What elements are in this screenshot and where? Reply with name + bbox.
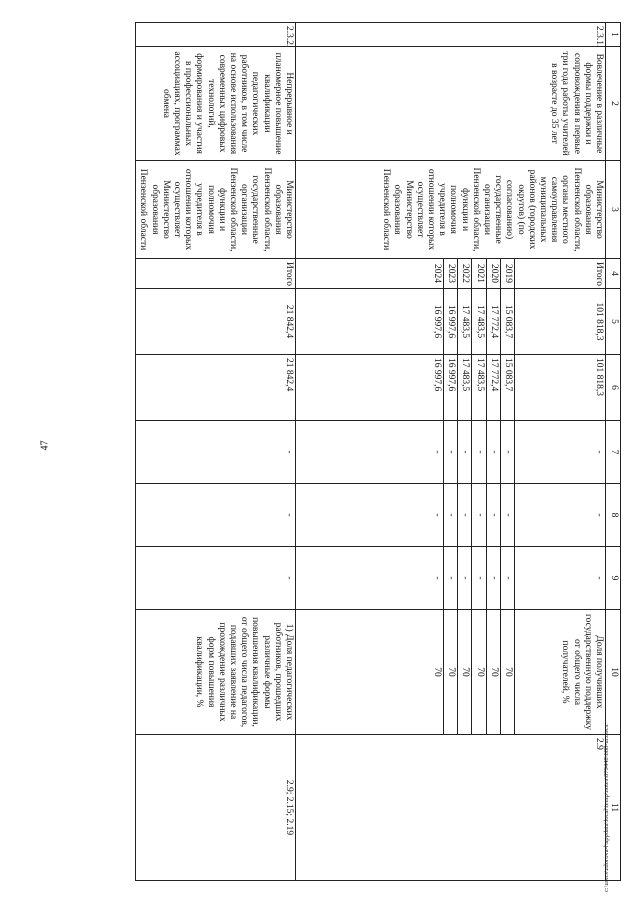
column-number: 11 xyxy=(606,735,621,881)
total-funding: 17 483,5 xyxy=(472,289,486,355)
column-number: 7 xyxy=(606,421,621,484)
reference-cell: 2.9 xyxy=(295,735,605,881)
col9-value: - xyxy=(458,547,472,610)
col9-value: - xyxy=(472,547,486,610)
col7-value: - xyxy=(136,421,296,484)
indicator-value: 70 xyxy=(500,610,514,735)
regional-funding: 16 997,6 xyxy=(295,355,443,421)
column-number: 2 xyxy=(606,47,621,161)
year-cell: 2019 xyxy=(500,259,514,289)
period-cell: Итого xyxy=(515,259,606,289)
col9-value: - xyxy=(443,547,457,610)
activity-name: Вовлечение в различные формы поддержки и сопровождения в первые три года работы учителей в возрасте до 35 лет xyxy=(295,47,605,161)
total-funding: 16 997,6 xyxy=(295,289,443,355)
col8-value: - xyxy=(515,484,606,547)
table-row xyxy=(136,23,296,881)
year-cell: 2022 xyxy=(458,259,472,289)
col8-value: - xyxy=(295,484,443,547)
period-cell: Итого xyxy=(136,259,296,289)
indicator-value: 70 xyxy=(458,610,472,735)
col9-value: - xyxy=(486,547,500,610)
regional-funding: 101 818,3 xyxy=(515,355,606,421)
regional-funding: 17 772,4 xyxy=(486,355,500,421)
column-number: 9 xyxy=(606,547,621,610)
indicator-value: 70 xyxy=(472,610,486,735)
regional-funding: 16 997,6 xyxy=(443,355,457,421)
col7-value: - xyxy=(500,421,514,484)
col8-value: - xyxy=(486,484,500,547)
col8-value: - xyxy=(443,484,457,547)
col9-value: - xyxy=(515,547,606,610)
col9-value: - xyxy=(295,547,443,610)
total-funding: 17 772,4 xyxy=(486,289,500,355)
activity-name: Непрерывное и планомерное повышение квалификации педагогических работников, в том числе на основе использования современных цифровых технологий, формирования и участия в профессиональных ассоциациях, программах обмена xyxy=(136,47,296,161)
total-funding: 16 997,6 xyxy=(443,289,457,355)
regional-funding: 15 083,7 xyxy=(500,355,514,421)
col9-value: - xyxy=(136,547,296,610)
col9-value: - xyxy=(500,547,514,610)
year-cell: 2020 xyxy=(486,259,500,289)
total-funding: 15 083,7 xyxy=(500,289,514,355)
row-number: 2.3.1. xyxy=(295,23,605,47)
indicator-value: 70 xyxy=(486,610,500,735)
column-number: 4 xyxy=(606,259,621,289)
program-activities-table xyxy=(135,22,621,881)
column-number: 6 xyxy=(606,355,621,421)
total-funding: 21 842,4 xyxy=(136,289,296,355)
regional-funding: 17 483,5 xyxy=(472,355,486,421)
page-number: 47 xyxy=(39,440,51,451)
program-table-container xyxy=(91,22,621,880)
year-cell: 2023 xyxy=(443,259,457,289)
indicator-name: 1) Доля педагогических работников, прошедших различные формы повышения квалификации, от общего числа педагогов, подавших заявление на прохождение различных форм повышения квалификации, % xyxy=(136,610,296,735)
column-number: 8 xyxy=(606,484,621,547)
regional-funding: 17 483,5 xyxy=(458,355,472,421)
regional-funding: 21 842,4 xyxy=(136,355,296,421)
column-number: 3 xyxy=(606,161,621,259)
year-cell: 2021 xyxy=(472,259,486,289)
executor-cell: Министерство образования Пензенской области, органы местного самоуправления муниципальных районов (городских округов) (по согласованию) государственные организации Пензенской области, функции и полномочия учредителя в отношении которых осуществляет Министерство образования Пензенской области xyxy=(295,161,605,259)
col7-value: - xyxy=(458,421,472,484)
col7-value: - xyxy=(486,421,500,484)
col8-value: - xyxy=(500,484,514,547)
column-number: 5 xyxy=(606,289,621,355)
total-funding: 17 483,5 xyxy=(458,289,472,355)
col7-value: - xyxy=(295,421,443,484)
footer-file-path: c:\users\zdorova-l\appdata\local\temp\notes\879448\688-ur.docx xyxy=(603,724,610,892)
total-funding: 101 818,3 xyxy=(515,289,606,355)
col7-value: - xyxy=(472,421,486,484)
col7-value: - xyxy=(515,421,606,484)
year-cell: 2024 xyxy=(295,259,443,289)
table-row xyxy=(515,23,606,881)
executor-cell: Министерство образования Пензенской области, государственные организации Пензенской области, функции и полномочия учредителя в отношении которых осуществляет Министерство образования Пензенской области xyxy=(136,161,296,259)
col7-value: - xyxy=(443,421,457,484)
indicator-value: 70 xyxy=(443,610,457,735)
indicator-name: Доля получивших государственную поддержку от общего числа получателей, % xyxy=(515,610,606,735)
row-number: 2.3.2. xyxy=(136,23,296,47)
reference-cell: 2.9; 2.15; 2.19 xyxy=(136,735,296,881)
column-number: 10 xyxy=(606,610,621,735)
col8-value: - xyxy=(472,484,486,547)
col8-value: - xyxy=(136,484,296,547)
indicator-value: 70 xyxy=(295,610,443,735)
col8-value: - xyxy=(458,484,472,547)
column-number: 1 xyxy=(606,23,621,47)
